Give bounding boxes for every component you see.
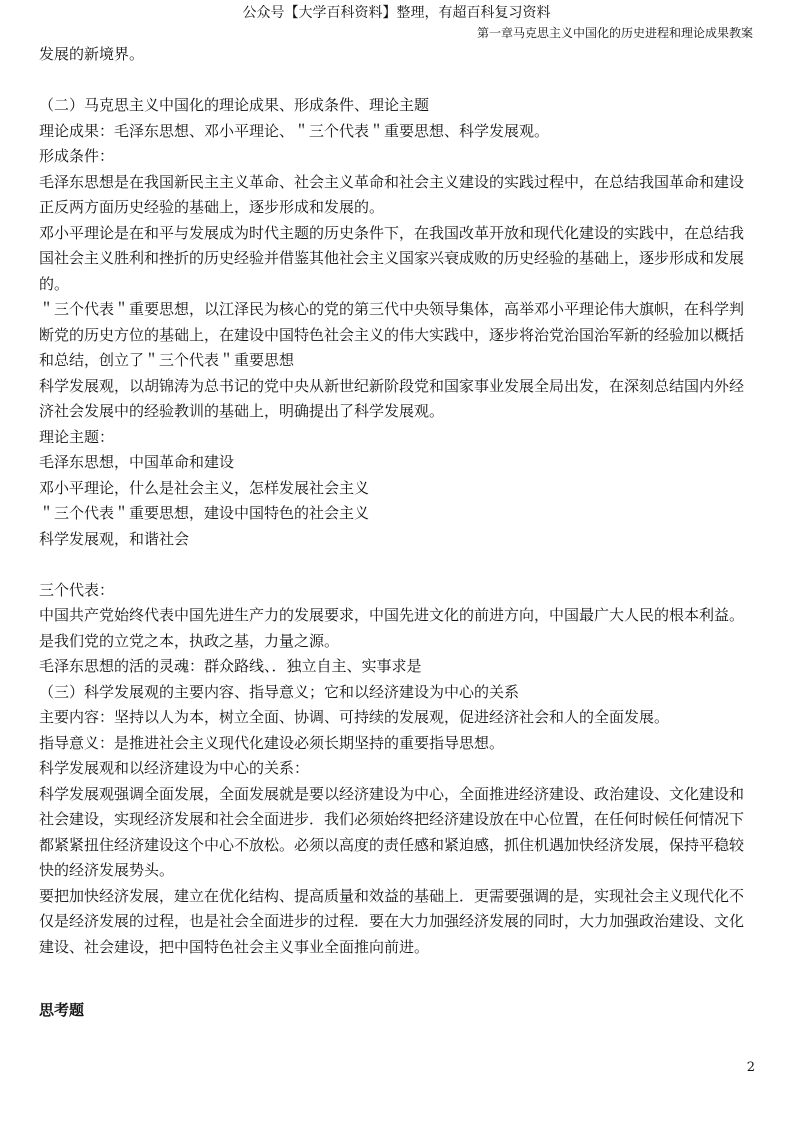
blank-line: [39, 68, 757, 94]
paragraph: 科学发展观，和谐社会: [39, 529, 190, 548]
blank-line: [39, 960, 757, 986]
paragraph: 理论主题：: [39, 427, 115, 446]
section-heading: （三）科学发展观的主要内容、指导意义；它和以经济建设为中心的关系: [39, 682, 520, 701]
paragraph: 发展的新境界。: [39, 45, 145, 63]
paragraph: 形成条件：: [39, 147, 115, 165]
paragraph: 要把加快经济发展，建立在优化结构、提高质量和效益的基础上．更需要强调的是，实现社会主义现代化不仅是经济发展的过程，也是社会全面进步的过程．要在大力加强经济发展的同时，大力加强政治建设、文化建设、社会建设，把中国特色社会主义事业全面推向前进。: [39, 886, 745, 956]
paragraph: 毛泽东思想是在我国新民主主义革命、社会主义革命和社会主义建设的实践过程中，在总结我国革命和建设正反两方面历史经验的基础上，逐步形成和发展的。: [39, 172, 745, 216]
chapter-title: 第一章马克思主义中国化的历史进程和理论成果教案: [476, 26, 753, 40]
paragraph: 毛泽东思想，中国革命和建设: [39, 453, 235, 471]
paragraph: 科学发展观强调全面发展，全面发展就是要以经济建设为中心，全面推进经济建设、政治建设、文化建设和社会建设，实现经济发展和社会全面进步．我们必须始终把经济建设放在中心位置，在任何时候任何情况下都紧紧扭住经济建设这个中心不放松。必须以高度的责任感和紧迫感，抓住机遇加快经济发展，保持平稳较快的经济发展势头。: [39, 784, 745, 879]
paragraph: ＂三个代表＂重要思想，建设中国特色的社会主义: [39, 504, 370, 522]
paragraph: 科学发展观和以经济建设为中心的关系：: [39, 759, 310, 777]
paragraph: 邓小平理论，什么是社会主义，怎样发展社会主义: [39, 478, 370, 497]
paragraph: 是我们党的立党之本，执政之基，力量之源。: [39, 631, 340, 650]
section-heading: （二）马克思主义中国化的理论成果、形成条件、理论主题: [39, 96, 430, 114]
document-body: [39, 42, 757, 1023]
paragraph: 指导意义：是推进社会主义现代化建设必须长期坚持的重要指导思想。: [39, 733, 505, 752]
paragraph: 科学发展观，以胡锦涛为总书记的党中央从新世纪新阶段党和国家事业发展全局出发，在深刻总结国内外经济社会发展中的经验教训的基础上，明确提出了科学发展观。: [39, 376, 745, 420]
paragraph: 三个代表：: [39, 580, 115, 599]
paragraph: 主要内容：坚持以人为本，树立全面、协调、可持续的发展观，促进经济社会和人的全面发展。: [39, 708, 670, 726]
watermark-text: 公众号【大学百科资料】整理，有超百科复习资料: [242, 5, 551, 21]
questions-heading: 思考题: [39, 1000, 85, 1019]
page-number: 2: [746, 1060, 755, 1075]
blank-line: [39, 552, 757, 578]
paragraph: 中国共产党始终代表中国先进生产力的发展要求，中国先进文化的前进方向，中国最广大人民的根本利益。: [39, 606, 745, 624]
paragraph: ＂三个代表＂重要思想，以江泽民为核心的党的第三代中央领导集体，高举邓小平理论伟大旗帜，在科学判断党的历史方位的基础上，在建设中国特色社会主义的伟大实践中，逐步将治党治国治军新的经验加以概括和总结，创立了＂三个代表＂重要思想: [39, 300, 745, 369]
paragraph: 毛泽东思想的活的灵魂：群众路线、．独立自主、实事求是: [39, 657, 422, 675]
paragraph: 理论成果：毛泽东思想、邓小平理论、＂三个代表＂重要思想、科学发展观。: [39, 121, 550, 140]
paragraph: 邓小平理论是在和平与发展成为时代主题的历史条件下，在我国改革开放和现代化建设的实践中，在总结我国社会主义胜利和挫折的历史经验并借鉴其他社会主义国家兴衰成败的历史经验的基础上，逐步形成和发展的。: [39, 223, 745, 293]
